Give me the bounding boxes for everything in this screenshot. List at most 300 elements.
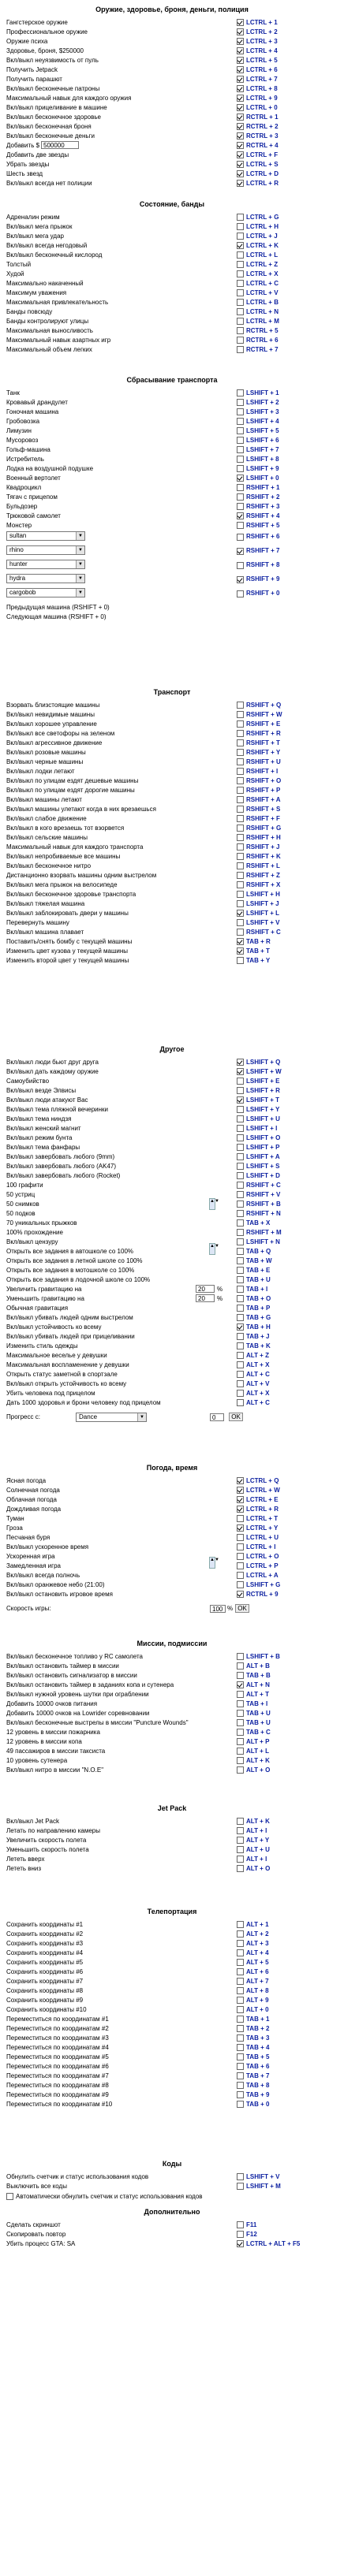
vehicle-select[interactable] xyxy=(6,560,85,569)
option-row-hotkey: LSHIFT + J xyxy=(246,900,279,907)
spinner-icon[interactable]: ▲▼ xyxy=(209,1198,215,1210)
option-row-hotkey: RSHIFT + 5 xyxy=(246,522,280,529)
option-row-checkbox[interactable] xyxy=(237,337,244,344)
option-row-checkbox[interactable] xyxy=(237,2101,244,2108)
option-row-label: Летать по направлению камеры xyxy=(6,1827,101,1834)
option-row-checkbox[interactable] xyxy=(237,739,244,746)
option-row-checkbox[interactable] xyxy=(237,787,244,794)
option-row-checkbox[interactable] xyxy=(237,242,244,249)
option-row-label: Вкл/выкл везде Элвисы xyxy=(6,1087,77,1094)
option-row-checkbox[interactable] xyxy=(237,57,244,64)
option-row-label: Песчаная буря xyxy=(6,1534,50,1541)
option-row-checkbox[interactable] xyxy=(237,1856,244,1863)
option-row-checkbox[interactable] xyxy=(237,749,244,756)
option-row-label: Тягач с прицепом xyxy=(6,493,58,501)
option-row-checkbox[interactable] xyxy=(237,2183,244,2190)
option-row-hotkey: LCTRL + J xyxy=(246,233,278,240)
option-row xyxy=(0,824,344,832)
option-row-hotkey: LCTRL + 8 xyxy=(246,85,278,92)
option-row-hotkey: LSHIFT + R xyxy=(246,1087,280,1094)
option-row-checkbox[interactable] xyxy=(237,1581,244,1588)
option-row-hotkey: ALT + N xyxy=(246,1681,270,1688)
option-row-label: Добавить $ xyxy=(6,142,40,149)
option-row-checkbox[interactable] xyxy=(237,768,244,775)
option-row-hotkey: TAB + Q xyxy=(246,1248,271,1255)
option-row-checkbox[interactable] xyxy=(237,104,244,111)
option-row-hotkey: TAB + J xyxy=(246,1333,270,1340)
option-row-checkbox[interactable] xyxy=(237,132,244,140)
option-row-checkbox[interactable] xyxy=(237,251,244,259)
spinner-icon[interactable]: ▲▼ xyxy=(209,1243,215,1255)
option-row-checkbox[interactable] xyxy=(237,1543,244,1550)
option-row-hotkey: RSHIFT + C xyxy=(246,929,281,936)
option-row-input[interactable]: 500000 xyxy=(41,141,79,149)
option-row-checkbox[interactable] xyxy=(237,123,244,130)
option-row-label: Профессиональное оружие xyxy=(6,28,88,35)
option-row xyxy=(0,1709,344,1718)
option-row-checkbox[interactable] xyxy=(237,862,244,869)
option-row-checkbox[interactable] xyxy=(237,843,244,851)
option-row-checkbox[interactable] xyxy=(237,1276,244,1283)
option-row-checkbox[interactable] xyxy=(237,427,244,434)
option-row-checkbox[interactable] xyxy=(237,730,244,737)
option-row-checkbox[interactable] xyxy=(237,1314,244,1321)
option-row-checkbox[interactable] xyxy=(237,522,244,529)
option-row-checkbox[interactable] xyxy=(237,346,244,353)
option-row-checkbox[interactable] xyxy=(237,2091,244,2098)
option-row-hotkey: LSHIFT + D xyxy=(246,1172,280,1179)
option-row-checkbox[interactable] xyxy=(237,2053,244,2060)
option-row-checkbox[interactable] xyxy=(237,1352,244,1359)
option-row xyxy=(0,1967,344,1976)
progress-ok-button[interactable]: OK xyxy=(229,1413,243,1421)
option-row-label: Истребитель xyxy=(6,456,44,463)
option-row-label: Вкл/выкл остановить игровое время xyxy=(6,1591,113,1598)
option-row xyxy=(0,326,344,335)
option-row-checkbox[interactable] xyxy=(237,1078,244,1085)
option-row-checkbox[interactable] xyxy=(237,1729,244,1736)
option-row-checkbox[interactable] xyxy=(237,1477,244,1484)
section-title: Другое xyxy=(159,1045,185,1053)
speed-input[interactable]: 100 xyxy=(210,1605,226,1613)
option-row-input[interactable]: 20 xyxy=(196,1294,215,1302)
option-row-hotkey: TAB + 8 xyxy=(246,2082,270,2089)
option-row-checkbox[interactable] xyxy=(237,1553,244,1560)
option-row xyxy=(0,1086,344,1095)
option-row-checkbox[interactable] xyxy=(237,1691,244,1698)
option-row-checkbox[interactable] xyxy=(237,2063,244,2070)
option-row-checkbox[interactable] xyxy=(237,389,244,396)
option-row-hotkey: LSHIFT + U xyxy=(246,1115,280,1122)
option-row-checkbox[interactable] xyxy=(237,1757,244,1764)
option-row-checkbox[interactable] xyxy=(237,815,244,822)
auto-reset-checkbox[interactable] xyxy=(6,2193,13,2200)
option-row-checkbox[interactable] xyxy=(237,1653,244,1660)
vehicle-select-checkbox[interactable] xyxy=(237,562,244,569)
option-row-checkbox[interactable] xyxy=(237,1068,244,1075)
option-row-checkbox[interactable] xyxy=(237,1390,244,1397)
option-row-hotkey: RCTRL + 3 xyxy=(246,132,279,140)
option-row-checkbox[interactable] xyxy=(237,280,244,287)
option-row-checkbox[interactable] xyxy=(237,1496,244,1503)
option-row-label: Вкл/выкл лодки летают xyxy=(6,768,75,775)
option-row-checkbox[interactable] xyxy=(237,1515,244,1522)
option-row xyxy=(0,122,344,131)
option-row-checkbox[interactable] xyxy=(237,881,244,888)
option-row-label: Толстый xyxy=(6,261,32,268)
option-row-checkbox[interactable] xyxy=(237,1380,244,1387)
option-row-hotkey: LCTRL + F xyxy=(246,151,279,158)
option-row-checkbox[interactable] xyxy=(237,180,244,187)
option-row xyxy=(0,1294,344,1303)
option-row-checkbox[interactable] xyxy=(237,493,244,501)
option-row-checkbox[interactable] xyxy=(237,2082,244,2089)
option-row-checkbox[interactable] xyxy=(237,2006,244,2013)
option-row xyxy=(0,2081,344,2090)
option-row-checkbox[interactable] xyxy=(237,1144,244,1151)
option-row-checkbox[interactable] xyxy=(237,512,244,519)
option-row-hotkey: ALT + 5 xyxy=(246,1959,269,1966)
option-row-label: 100% прохождение xyxy=(6,1229,63,1236)
option-row xyxy=(0,1949,344,1957)
option-row-checkbox[interactable] xyxy=(237,1818,244,1825)
option-row xyxy=(0,2100,344,2109)
option-row-checkbox[interactable] xyxy=(237,1700,244,1707)
option-row-checkbox[interactable] xyxy=(237,1238,244,1245)
option-row-checkbox[interactable] xyxy=(237,1096,244,1104)
vehicle-select[interactable] xyxy=(6,588,85,597)
option-row-checkbox[interactable] xyxy=(237,1153,244,1160)
option-row-hotkey: ALT + 2 xyxy=(246,1930,269,1938)
option-row-checkbox[interactable] xyxy=(237,1323,244,1331)
option-row-checkbox[interactable] xyxy=(237,1534,244,1541)
option-row-checkbox[interactable] xyxy=(237,1591,244,1598)
option-row-checkbox[interactable] xyxy=(237,1087,244,1094)
option-row-hotkey: RSHIFT + O xyxy=(246,777,282,784)
option-row-checkbox[interactable] xyxy=(237,1978,244,1985)
option-row-checkbox[interactable] xyxy=(237,408,244,415)
option-row-hotkey: LSHIFT + 3 xyxy=(246,408,279,415)
option-row-hotkey: RCTRL + 5 xyxy=(246,327,279,334)
option-row-hotkey: ALT + P xyxy=(246,1738,270,1745)
option-row-checkbox[interactable] xyxy=(237,223,244,230)
option-row-checkbox[interactable] xyxy=(237,308,244,315)
option-row-checkbox[interactable] xyxy=(237,720,244,728)
vehicle-select-value: hunter xyxy=(9,560,28,568)
option-row xyxy=(0,1817,344,1826)
option-row-checkbox[interactable] xyxy=(237,76,244,83)
vehicle-select[interactable] xyxy=(6,545,85,555)
option-row-checkbox[interactable] xyxy=(237,1968,244,1975)
option-row-label: Взорвать близстоящие машины xyxy=(6,702,100,709)
option-row-label: 49 пассажиров в миссии таксиста xyxy=(6,1748,106,1755)
option-row-checkbox[interactable] xyxy=(237,289,244,296)
option-row xyxy=(0,1379,344,1388)
option-row-input[interactable]: 20 xyxy=(196,1285,215,1293)
option-row-checkbox[interactable] xyxy=(237,446,244,453)
option-row-checkbox[interactable] xyxy=(237,214,244,221)
option-row-checkbox[interactable] xyxy=(237,1865,244,1872)
option-row-checkbox[interactable] xyxy=(237,1399,244,1406)
option-row-hotkey: LCTRL + P xyxy=(246,1562,279,1569)
option-row-checkbox[interactable] xyxy=(237,261,244,268)
option-row-checkbox[interactable] xyxy=(237,456,244,463)
option-row-checkbox[interactable] xyxy=(237,465,244,472)
option-row-label: Вкл/выкл невидимые машины xyxy=(6,711,95,718)
option-row-checkbox[interactable] xyxy=(237,399,244,406)
option-row-checkbox[interactable] xyxy=(237,1846,244,1853)
option-row-label: Лететь вниз xyxy=(6,1865,42,1872)
option-row-checkbox[interactable] xyxy=(237,2016,244,2023)
option-row xyxy=(0,179,344,188)
option-row-checkbox[interactable] xyxy=(237,900,244,907)
option-row xyxy=(0,1662,344,1670)
option-row-checkbox[interactable] xyxy=(237,872,244,879)
option-row-checkbox[interactable] xyxy=(237,1059,244,1066)
option-row-checkbox[interactable] xyxy=(237,1524,244,1532)
option-row-checkbox[interactable] xyxy=(237,1827,244,1834)
option-row-checkbox[interactable] xyxy=(237,1248,244,1255)
option-row xyxy=(0,937,344,946)
option-row-hotkey: LCTRL + K xyxy=(246,242,279,249)
option-row-hotkey: RSHIFT + 2 xyxy=(246,493,280,501)
option-row-checkbox[interactable] xyxy=(237,1172,244,1179)
option-row-checkbox[interactable] xyxy=(237,1229,244,1236)
option-row-hotkey: LCTRL + N xyxy=(246,308,279,315)
option-row-checkbox[interactable] xyxy=(237,418,244,425)
option-row-label: Квадроцикл xyxy=(6,484,42,491)
option-row-label: Вкл/выкл в кого врезаешь тот взорвется xyxy=(6,825,125,832)
option-row-hotkey: RCTRL + 2 xyxy=(246,123,279,130)
option-row-hotkey: TAB + 7 xyxy=(246,2072,270,2079)
progress-input[interactable]: 0 xyxy=(210,1413,224,1421)
option-row-hotkey: LSHIFT + A xyxy=(246,1153,280,1160)
option-row-label: Вкл/выкл бесконечные патроны xyxy=(6,85,100,92)
option-row-checkbox[interactable] xyxy=(237,95,244,102)
option-row-checkbox[interactable] xyxy=(237,1295,244,1302)
option-row-checkbox[interactable] xyxy=(237,1572,244,1579)
option-row-checkbox[interactable] xyxy=(237,28,244,35)
option-row-checkbox[interactable] xyxy=(237,938,244,945)
option-row-checkbox[interactable] xyxy=(237,1940,244,1947)
option-row-checkbox[interactable] xyxy=(237,327,244,334)
option-row-hotkey: LCTRL + G xyxy=(246,214,279,221)
option-row xyxy=(0,1370,344,1379)
option-row-checkbox[interactable] xyxy=(237,853,244,860)
option-row-hotkey: LCTRL + B xyxy=(246,299,279,306)
option-row-checkbox[interactable] xyxy=(237,1921,244,1928)
option-row-checkbox[interactable] xyxy=(237,1267,244,1274)
option-row-checkbox[interactable] xyxy=(237,1286,244,1293)
vehicle-select[interactable] xyxy=(6,531,85,541)
option-row-checkbox[interactable] xyxy=(237,2072,244,2079)
option-row-label: Выключить все коды xyxy=(6,2183,67,2190)
option-row-checkbox[interactable] xyxy=(237,1506,244,1513)
option-row xyxy=(0,1389,344,1398)
option-row-checkbox[interactable] xyxy=(237,1997,244,2004)
option-row-checkbox[interactable] xyxy=(237,796,244,803)
option-row xyxy=(0,1845,344,1854)
option-row-label: Вкл/выкл остановить таймер в заданиях копа и сутенера xyxy=(6,1681,174,1688)
vehicle-select-checkbox[interactable] xyxy=(237,534,244,541)
option-row-checkbox[interactable] xyxy=(237,2231,244,2238)
option-row-checkbox[interactable] xyxy=(237,484,244,491)
option-row xyxy=(0,232,344,240)
option-row-label: 50 подков xyxy=(6,1210,36,1217)
option-row-hotkey: ALT + X xyxy=(246,1361,270,1368)
option-row-label: Гангстерское оружие xyxy=(6,19,68,26)
option-row-hotkey: LSHIFT + V xyxy=(246,2173,280,2180)
option-row-label: Вкл/выкл машины летают xyxy=(6,796,82,803)
option-row-checkbox[interactable] xyxy=(237,151,244,158)
option-row-checkbox[interactable] xyxy=(237,2025,244,2032)
option-row-hotkey: TAB + X xyxy=(246,1219,271,1227)
option-row-checkbox[interactable] xyxy=(237,825,244,832)
option-row-checkbox[interactable] xyxy=(237,1191,244,1198)
option-row-checkbox[interactable] xyxy=(237,1681,244,1688)
speed-ok-button[interactable]: OK xyxy=(235,1604,249,1613)
option-row-hotkey: LCTRL + I xyxy=(246,1543,276,1550)
vehicle-select-checkbox[interactable] xyxy=(237,590,244,597)
option-row-checkbox[interactable] xyxy=(237,929,244,936)
option-row-checkbox[interactable] xyxy=(237,1662,244,1670)
option-row-label: Вкл/выкл режим бунта xyxy=(6,1134,73,1141)
option-row xyxy=(0,1524,344,1532)
option-row-checkbox[interactable] xyxy=(237,85,244,92)
option-row-checkbox[interactable] xyxy=(237,1125,244,1132)
option-row-checkbox[interactable] xyxy=(237,2034,244,2042)
option-row-label: Вкл/выкл бесконечный кислород xyxy=(6,251,103,259)
option-row-checkbox[interactable] xyxy=(237,1959,244,1966)
option-row-checkbox[interactable] xyxy=(237,2221,244,2228)
option-row-checkbox[interactable] xyxy=(237,233,244,240)
option-row-checkbox[interactable] xyxy=(237,1257,244,1264)
option-row-checkbox[interactable] xyxy=(237,437,244,444)
option-row-hotkey: RSHIFT + G xyxy=(246,825,282,832)
option-row xyxy=(0,445,344,454)
option-row-hotkey: TAB + 1 xyxy=(246,2016,270,2023)
option-row-checkbox[interactable] xyxy=(237,806,244,813)
option-row-checkbox[interactable] xyxy=(237,1134,244,1141)
option-row-checkbox[interactable] xyxy=(237,170,244,177)
option-row-checkbox[interactable] xyxy=(237,66,244,73)
option-row-label: Вкл/выкл все светофоры на зеленом xyxy=(6,730,115,737)
option-row-checkbox[interactable] xyxy=(237,38,244,45)
option-row-checkbox[interactable] xyxy=(237,1361,244,1368)
option-row-checkbox[interactable] xyxy=(237,1333,244,1340)
option-row-hotkey: LCTRL + Y xyxy=(246,1524,279,1532)
option-row-checkbox[interactable] xyxy=(237,777,244,784)
option-row-hotkey: ALT + 8 xyxy=(246,1987,269,1994)
option-row-checkbox[interactable] xyxy=(237,2173,244,2180)
option-row-checkbox[interactable] xyxy=(237,891,244,898)
option-row-label: 12 уровень в миссии копа xyxy=(6,1738,82,1745)
option-row-checkbox[interactable] xyxy=(237,919,244,926)
option-row-hotkey: RSHIFT + U xyxy=(246,758,281,765)
option-row-checkbox[interactable] xyxy=(237,1487,244,1494)
option-row-label: Открыть все задания в мотошколе со 100% xyxy=(6,1267,135,1274)
option-row-checkbox[interactable] xyxy=(237,2240,244,2247)
option-row-checkbox[interactable] xyxy=(237,1738,244,1745)
vehicle-select-checkbox[interactable] xyxy=(237,548,244,555)
option-row-label: Сохранить координаты #2 xyxy=(6,1930,84,1938)
option-row-hotkey: RSHIFT + A xyxy=(246,796,281,803)
option-row-checkbox[interactable] xyxy=(237,1163,244,1170)
option-row-checkbox[interactable] xyxy=(237,1766,244,1774)
option-row-hotkey: RSHIFT + 1 xyxy=(246,484,280,491)
option-row-checkbox[interactable] xyxy=(237,1710,244,1717)
option-row-hotkey: TAB + G xyxy=(246,1314,271,1321)
option-row xyxy=(0,1143,344,1152)
option-row-checkbox[interactable] xyxy=(237,1748,244,1755)
option-row-checkbox[interactable] xyxy=(237,1930,244,1938)
option-row-checkbox[interactable] xyxy=(237,47,244,54)
option-row-checkbox[interactable] xyxy=(237,1305,244,1312)
option-row-label: Вкл/выкл люди бьют друг друга xyxy=(6,1059,99,1066)
option-row-checkbox[interactable] xyxy=(237,270,244,277)
progress-select[interactable] xyxy=(76,1413,147,1422)
option-row xyxy=(0,1476,344,1485)
option-row-label: Гроза xyxy=(6,1524,23,1532)
option-row-checkbox[interactable] xyxy=(237,318,244,325)
option-row-checkbox[interactable] xyxy=(237,1342,244,1349)
option-row-checkbox[interactable] xyxy=(237,1371,244,1378)
option-row-hotkey: ALT + 9 xyxy=(246,1997,269,2004)
vehicle-select-hotkey: RSHIFT + 9 xyxy=(246,575,280,583)
option-row-checkbox[interactable] xyxy=(237,299,244,306)
option-row-label: Вкл/выкл убивать людей при прицеливании xyxy=(6,1333,135,1340)
option-row-checkbox[interactable] xyxy=(237,1219,244,1227)
option-row-checkbox[interactable] xyxy=(237,1115,244,1122)
option-row-checkbox[interactable] xyxy=(237,1949,244,1956)
spinner-icon[interactable]: ▲▼ xyxy=(209,1557,215,1569)
vehicle-select[interactable] xyxy=(6,574,85,583)
option-row xyxy=(0,2024,344,2033)
option-row-checkbox[interactable] xyxy=(237,19,244,26)
option-row-checkbox[interactable] xyxy=(237,711,244,718)
option-row xyxy=(0,94,344,102)
option-row-checkbox[interactable] xyxy=(237,161,244,168)
option-row-checkbox[interactable] xyxy=(237,475,244,482)
option-row-checkbox[interactable] xyxy=(237,1210,244,1217)
option-row-checkbox[interactable] xyxy=(237,1719,244,1726)
option-row-checkbox[interactable] xyxy=(237,1182,244,1189)
option-row-checkbox[interactable] xyxy=(237,1562,244,1569)
option-row-checkbox[interactable] xyxy=(237,957,244,964)
section-title: Телепортация xyxy=(147,1908,197,1915)
option-row-checkbox[interactable] xyxy=(237,1987,244,1994)
option-row-checkbox[interactable] xyxy=(237,910,244,917)
option-row-checkbox[interactable] xyxy=(237,114,244,121)
option-row-checkbox[interactable] xyxy=(237,1837,244,1844)
option-row-checkbox[interactable] xyxy=(237,1201,244,1208)
option-row-checkbox[interactable] xyxy=(237,702,244,709)
option-row-label: Банды повсюду xyxy=(6,308,53,315)
option-row xyxy=(0,1920,344,1929)
option-row xyxy=(0,1228,344,1237)
option-row-checkbox[interactable] xyxy=(237,947,244,955)
vehicle-select-checkbox[interactable] xyxy=(237,576,244,583)
option-row-checkbox[interactable] xyxy=(237,834,244,841)
option-row-checkbox[interactable] xyxy=(237,1672,244,1679)
option-row-checkbox[interactable] xyxy=(237,1106,244,1113)
option-row-label: Вкл/выкл черные машины xyxy=(6,758,84,765)
option-row-checkbox[interactable] xyxy=(237,2044,244,2051)
option-row-checkbox[interactable] xyxy=(237,758,244,765)
option-row-checkbox[interactable] xyxy=(237,142,244,149)
option-row-label: Вкл/выкл всегда негодовый xyxy=(6,242,88,249)
option-row-checkbox[interactable] xyxy=(237,503,244,510)
